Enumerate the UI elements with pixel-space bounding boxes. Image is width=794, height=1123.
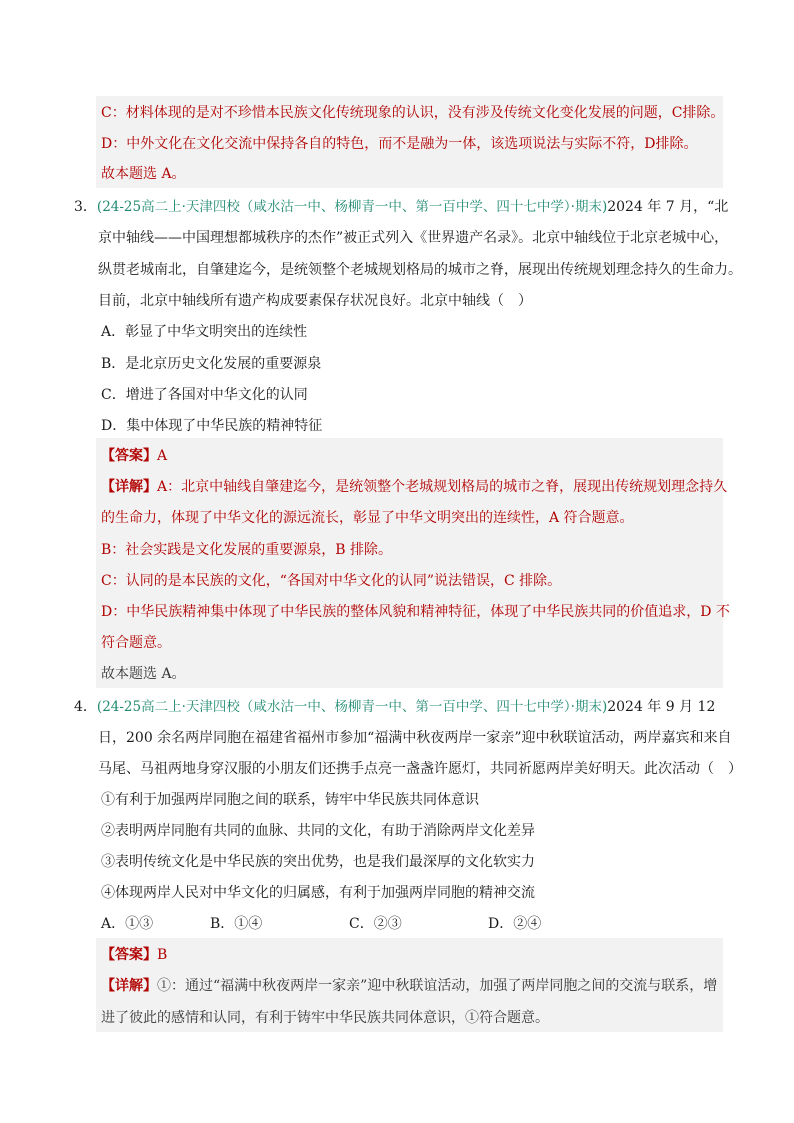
option-d: D．集中体现了中华民族的精神特征 — [101, 418, 323, 434]
question-source: (24-25高二上·天津四校（咸水沽一中、杨柳青一中、第一百中学、四十七中学）·期末) — [96, 199, 608, 215]
statement-1: ①有利于加强两岸同胞之间的联系，铸牢中华民族共同体意识 — [101, 792, 479, 808]
answer-value: A — [157, 448, 168, 464]
detail-tag: 【详解】 — [101, 978, 157, 994]
detail-d-line1: D：中华民族精神集中体现了中华民族的整体风貌和精神特征，体现了中华民族共同的价值追求，D 不 — [101, 604, 730, 620]
option-c: C．②③ — [349, 916, 402, 932]
option-b: B．①④ — [210, 916, 263, 932]
question-stem: 2024 年 9 月 12 — [607, 699, 716, 715]
explanation-d: D：中外文化在文化交流中保持各自的特色，而不是融为一体，该选项说法与实际不符，D排除。 — [101, 136, 698, 152]
explanation-c: C：材料体现的是对不珍惜本民族文化传统现象的认识，没有涉及传统文化变化发展的问题，C排除。 — [101, 105, 725, 121]
detail-c: C：认同的是本民族的文化，“各国对中华文化的认同”说法错误，C 排除。 — [101, 573, 562, 589]
question-3-line3: 纵贯老城南北，自肇建迄今，是统领整个老城规划格局的城市之脊，展现出传统规划理念持久的生命力。 — [98, 262, 742, 278]
detail-text: A：北京中轴线自肇建迄今，是统领整个老城规划格局的城市之脊，展现出传统规划理念持久 — [157, 479, 728, 495]
question-4-line2: 日，200 余名两岸同胞在福建省福州市参加“福满中秋夜两岸一家亲”迎中秋联谊活动，两岸嘉宾和来自 — [98, 730, 732, 746]
question-stem: 2024 年 7 月，“北 — [607, 199, 729, 215]
question-3-line4: 目前，北京中轴线所有遗产构成要素保存状况良好。北京中轴线（ ） — [98, 293, 532, 309]
detail-1-line1 — [101, 976, 717, 998]
question-number: 4． — [74, 699, 97, 715]
option-d: D．②④ — [488, 916, 542, 932]
question-4-line1 — [74, 697, 715, 719]
detail-1-line2: 进了彼此的感情和认同，有利于铸牢中华民族共同体意识，①符合题意。 — [101, 1010, 549, 1026]
detail-a-line2: 的生命力，体现了中华文化的源远流长，彰显了中华文明突出的连续性，A 符合题意。 — [101, 510, 634, 526]
question-3-line2: 京中轴线——中国理想都城秩序的杰作”被正式列入《世界遗产名录》。北京中轴线位于北京老城中心， — [98, 230, 729, 246]
conclusion: 故本题选 A。 — [101, 666, 186, 682]
answer-value: B — [157, 947, 168, 963]
answer-block-shade — [96, 438, 723, 688]
question-source: (24-25高二上·天津四校（咸水沽一中、杨柳青一中、第一百中学、四十七中学）·期末) — [96, 699, 608, 715]
option-c: C．增进了各国对中华文化的认同 — [101, 387, 308, 403]
detail-a-line1 — [101, 477, 727, 499]
answer-tag: 【答案】 — [101, 947, 157, 963]
option-a: A．①③ — [101, 916, 154, 932]
question-4-line3: 马尾、马祖两地身穿汉服的小朋友们还携手点亮一盏盏许愿灯，共同祈愿两岸美好明天。此次活动（ ） — [98, 761, 742, 777]
statement-2: ②表明两岸同胞有共同的血脉、共同的文化，有助于消除两岸文化差异 — [101, 823, 535, 839]
question-number: 3． — [74, 199, 97, 215]
detail-tag: 【详解】 — [101, 479, 157, 495]
answer-tag: 【答案】 — [101, 448, 157, 464]
conclusion: 故本题选 A。 — [101, 166, 186, 182]
option-a: A．彰显了中华文明突出的连续性 — [101, 324, 308, 340]
question-3-line1 — [74, 197, 728, 219]
detail-d-line2: 符合题意。 — [101, 635, 171, 651]
detail-text: ①：通过“福满中秋夜两岸一家亲”迎中秋联谊活动，加强了两岸同胞之间的交流与联系，增 — [157, 978, 718, 994]
answer-line — [101, 945, 167, 967]
answer-line — [101, 446, 167, 468]
option-b: B．是北京历史文化发展的重要源泉 — [101, 356, 322, 372]
statement-4: ④体现两岸人民对中华文化的归属感，有利于加强两岸同胞的精神交流 — [101, 885, 535, 901]
statement-3: ③表明传统文化是中华民族的突出优势，也是我们最深厚的文化软实力 — [101, 854, 535, 870]
detail-b: B：社会实践是文化发展的重要源泉，B 排除。 — [101, 542, 393, 558]
